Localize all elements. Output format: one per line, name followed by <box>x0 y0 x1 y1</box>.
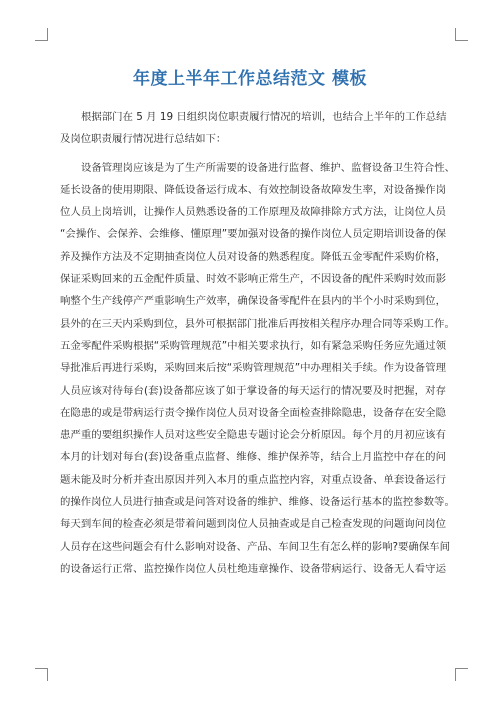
paragraph-2-line-14: 本月的计划对每台(套)设备重点监督、维修、维护保养等，结合上月监控中存在的问 <box>60 451 446 464</box>
paragraph-2-line-12: 在隐患的或是带病运行责令操作岗位人员对设备全面检查排除隐患，设备存在安全隐 <box>60 406 446 419</box>
paragraph-2-line-15: 题未能及时分析并查出原因并列入本月的重点监控内容，对重点设备、单套设备运行 <box>60 473 446 486</box>
paragraph-2-line-13: 患严重的要组织操作人员对这些安全隐患专题讨论会分析原因。每个月的月初应该有 <box>60 429 446 442</box>
paragraph-2-line-9: 五金零配件采购根据“采购管理规范”中相关要求执行，如有紧急采购任务应先通过领 <box>60 339 446 352</box>
crop-mark-top-right <box>455 28 468 41</box>
crop-mark-bottom-right <box>455 668 468 681</box>
paragraph-2-line-2: 延长设备的使用期限、降低设备运行成本、有效控制设备故障发生率，对设备操作岗 <box>60 183 446 196</box>
paragraph-1-line-1: 根据部门在 5 月 19 日组织岗位职责履行情况的培训，也结合上半年的工作总结 <box>81 111 447 123</box>
paragraph-2-line-7: 响整个生产线停产严重影响生产效率，确保设备零配件在县内的半个小时采购到位， <box>60 295 446 308</box>
paragraph-1-line-2: 及岗位职责履行情况进行总结如下： <box>60 133 227 146</box>
paragraph-2-line-3: 位人员上岗培训，让操作人员熟悉设备的工作原理及故障排除方式方法，让岗位人员 <box>60 206 446 219</box>
paragraph-2-line-18: 人员存在这些问题会有什么影响对设备、产品、车间卫生有怎么样的影响?要确保车间 <box>60 540 450 553</box>
paragraph-2-line-17: 每天到车间的检查必须是带着问题到岗位人员抽查或是自己检查发现的问题询问岗位 <box>60 518 446 531</box>
paragraph-2-line-5: 养及操作方法及不定期抽查岗位人员对设备的熟悉程度。降低五金零配件采购价格， <box>60 250 446 263</box>
document-title: 年度上半年工作总结范文 模板 <box>133 69 367 89</box>
paragraph-2-line-11: 人员应该对待每台(套)设备都应该了如于掌设备的每天运行的情况要及时把握，对存 <box>60 384 446 397</box>
paragraph-2-line-1: 设备管理岗应该是为了生产所需要的设备进行监督、维护、监督设备卫生符合性、 <box>81 161 456 174</box>
crop-mark-top-left <box>35 28 48 41</box>
paragraph-2-line-4: “会操作、会保养、会维修、懂原理”要加强对设备的操作岗位人员定期培训设备的保 <box>60 228 446 241</box>
paragraph-2-line-19: 的设备运行正常、监控操作岗位人员杜绝违章操作、设备带病运行、设备无人看守运 <box>60 562 446 575</box>
document-body <box>60 106 456 580</box>
paragraph-2-line-8: 县外的在三天内采购到位，县外可根据部门批准后再按相关程序办理合同等采购工作。 <box>60 317 455 330</box>
paragraph-2-line-6: 保证采购回来的五金配件质量、时效不影响正常生产，不因设备的配件采购时效而影 <box>60 273 446 286</box>
paragraph-2-line-10: 导批准后再进行采购，采购回来后按“采购管理规范”中办理相关手续。作为设备管理 <box>60 362 446 375</box>
paragraph-2-line-16: 的操作岗位人员进行抽查或是问答对设备的维护、维修、设备运行基本的监控参数等。 <box>60 496 455 509</box>
crop-mark-bottom-left <box>35 668 48 681</box>
